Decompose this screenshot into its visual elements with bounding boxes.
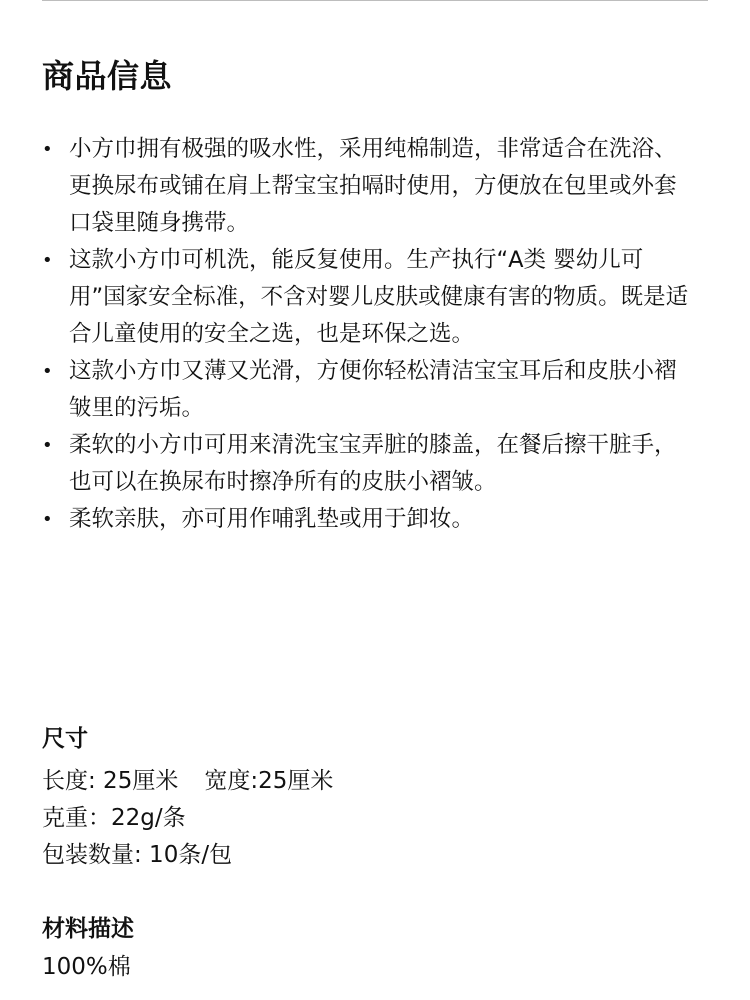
list-item-text: 柔软的小方巾可用来清洗宝宝弄脏的膝盖，在餐后擦干脏手，也可以在换尿布时擦净所有的皮肤小褶皱。 xyxy=(69,432,677,495)
bullet-icon: • xyxy=(42,250,53,271)
bullet-icon: • xyxy=(42,509,53,530)
material-heading: 材料描述 xyxy=(42,916,134,942)
list-item xyxy=(42,131,692,242)
product-info-title: 商品信息 xyxy=(42,57,173,95)
list-item-text: 小方巾拥有极强的吸水性，采用纯棉制造，非常适合在洗浴、更换尿布或铺在肩上帮宝宝拍嗝时使用，方便放在包里或外套口袋里随身携带。 xyxy=(69,136,677,236)
width-value: 宽度:25厘米 xyxy=(204,768,334,794)
bullet-icon: • xyxy=(42,435,53,456)
length-value: 长度: 25厘米 xyxy=(42,768,179,794)
list-item-text: 柔软亲肤，亦可用作哺乳垫或用于卸妆。 xyxy=(69,506,475,532)
size-heading: 尺寸 xyxy=(42,726,88,752)
list-item xyxy=(42,427,692,501)
bullet-icon: • xyxy=(42,139,53,160)
list-item xyxy=(42,353,692,427)
bullet-icon: • xyxy=(42,361,53,382)
product-info-list xyxy=(42,131,692,538)
weight-value: 克重：22g/条 xyxy=(42,805,186,831)
top-divider xyxy=(42,0,708,1)
list-item-text: 这款小方巾又薄又光滑，方便你轻松清洁宝宝耳后和皮肤小褶皱里的污垢。 xyxy=(69,358,677,421)
package-quantity-value: 包装数量: 10条/包 xyxy=(42,842,233,868)
material-value: 100%棉 xyxy=(42,954,131,980)
dimensions-line xyxy=(42,766,333,796)
list-item xyxy=(42,242,692,353)
list-item-text: 这款小方巾可机洗，能反复使用。生产执行“A类 婴幼儿可用”国家安全标准，不含对婴儿皮肤或健康有害的物质。既是适合儿童使用的安全之选，也是环保之选。 xyxy=(69,247,689,347)
list-item xyxy=(42,501,692,538)
